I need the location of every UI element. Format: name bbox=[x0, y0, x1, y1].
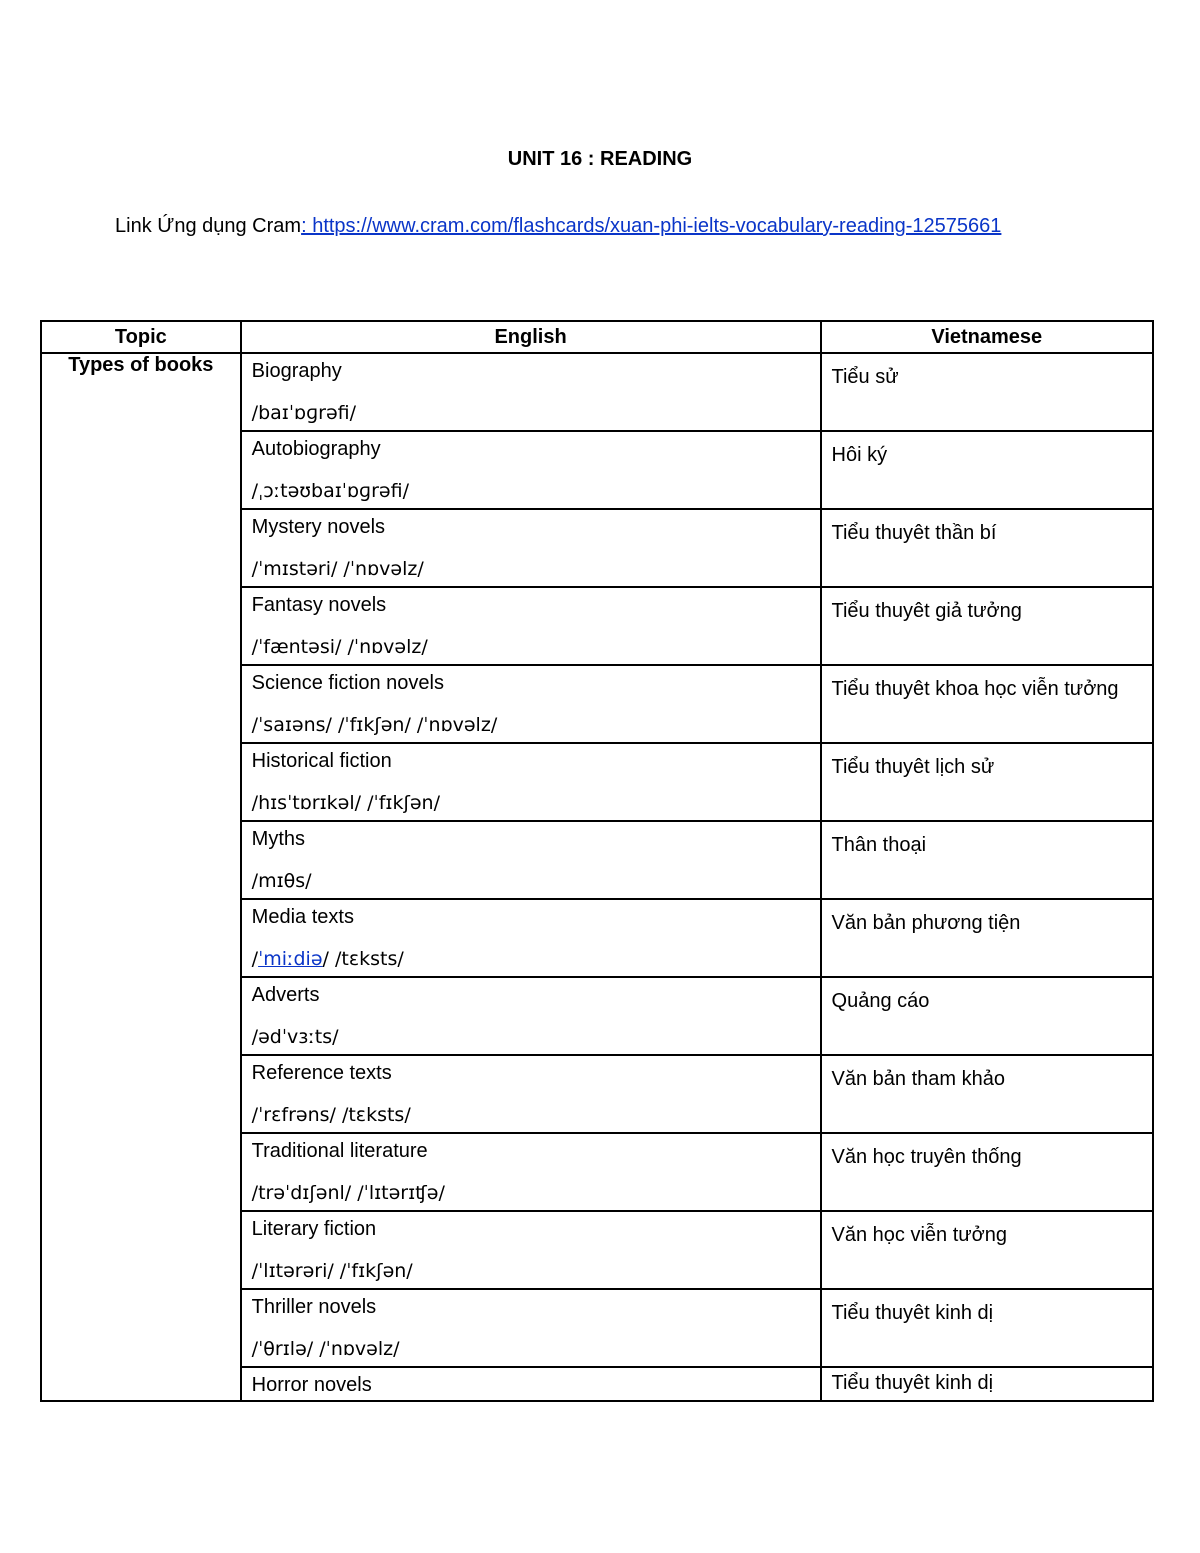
english-word: Reference texts bbox=[251, 1062, 392, 1084]
header-topic: Topic bbox=[41, 321, 241, 353]
table-header-row bbox=[41, 321, 1153, 353]
english-cell bbox=[241, 509, 821, 587]
english-word: Autobiography bbox=[251, 438, 381, 460]
english-cell bbox=[241, 431, 821, 509]
ipa-transcription: /baɪˈɒɡrəfi/ bbox=[251, 402, 357, 424]
english-word: Mystery novels bbox=[251, 516, 386, 538]
vietnamese-cell: Tiểu thuyêt lịch sử bbox=[821, 743, 1153, 821]
ipa-transcription: /ˈrɛfrəns/ /tɛksts/ bbox=[251, 1104, 411, 1126]
vietnamese-cell: Tiểu sử bbox=[821, 353, 1153, 431]
english-word: Traditional literature bbox=[251, 1140, 428, 1162]
vietnamese-cell: Tiểu thuyêt kinh dị bbox=[821, 1289, 1153, 1367]
vietnamese-cell: Quảng cáo bbox=[821, 977, 1153, 1055]
english-word: Media texts bbox=[251, 906, 354, 928]
vietnamese-cell: Văn học truyên thống bbox=[821, 1133, 1153, 1211]
ipa-transcription: /ˈθrɪlə/ /ˈnɒvəlz/ bbox=[251, 1338, 400, 1360]
ipa-suffix: / /tɛksts/ bbox=[322, 948, 404, 970]
vietnamese-cell: Văn bản phương tiện bbox=[821, 899, 1153, 977]
english-cell bbox=[241, 821, 821, 899]
cram-flashcards-link[interactable]: : https://www.cram.com/flashcards/xuan-phi-ielts-vocabulary-reading-12575661 bbox=[301, 215, 1002, 237]
english-cell bbox=[241, 899, 821, 977]
english-cell bbox=[241, 977, 821, 1055]
ipa-transcription: /hɪsˈtɒrɪkəl/ /ˈfɪkʃən/ bbox=[251, 792, 440, 814]
vietnamese-cell: Tiểu thuyêt thần bí bbox=[821, 509, 1153, 587]
table-row bbox=[41, 353, 1153, 431]
english-word: Myths bbox=[251, 828, 306, 850]
english-cell bbox=[241, 1367, 821, 1401]
english-cell bbox=[241, 1211, 821, 1289]
ipa-transcription: /ˈfæntəsi/ /ˈnɒvəlz/ bbox=[251, 636, 428, 658]
english-cell bbox=[241, 1055, 821, 1133]
english-word: Historical fiction bbox=[251, 750, 392, 772]
english-cell bbox=[241, 1289, 821, 1367]
vietnamese-cell: Văn học viễn tưởng bbox=[821, 1211, 1153, 1289]
english-cell bbox=[241, 353, 821, 431]
ipa-transcription: /ˈlɪtərəri/ /ˈfɪkʃən/ bbox=[251, 1260, 413, 1282]
ipa-hyperlink[interactable]: ˈmiːdiə bbox=[258, 948, 323, 970]
english-word: Biography bbox=[251, 360, 342, 382]
vietnamese-cell: Văn bản tham khảo bbox=[821, 1055, 1153, 1133]
english-word: Fantasy novels bbox=[251, 594, 387, 616]
header-vietnamese: Vietnamese bbox=[821, 321, 1153, 353]
english-cell bbox=[241, 665, 821, 743]
ipa-transcription: /ˈmɪstəri/ /ˈnɒvəlz/ bbox=[251, 558, 424, 580]
ipa-transcription: /ədˈvɜːts/ bbox=[251, 1026, 339, 1048]
vocabulary-table bbox=[40, 320, 1154, 1402]
vietnamese-cell: Thân thoại bbox=[821, 821, 1153, 899]
ipa-transcription: /mɪθs/ bbox=[251, 870, 312, 892]
english-word: Adverts bbox=[251, 984, 320, 1006]
link-label: Link Ứng dụng Cram bbox=[115, 215, 302, 237]
english-cell bbox=[241, 587, 821, 665]
english-word: Science fiction novels bbox=[251, 672, 444, 694]
english-word: Thriller novels bbox=[251, 1296, 377, 1318]
vietnamese-cell: Tiểu thuyêt giả tưởng bbox=[821, 587, 1153, 665]
header-english: English bbox=[241, 321, 821, 353]
english-cell bbox=[241, 1133, 821, 1211]
vietnamese-cell: Hôi ký bbox=[821, 431, 1153, 509]
english-cell bbox=[241, 743, 821, 821]
cram-link-paragraph bbox=[115, 202, 1115, 250]
english-word: Horror novels bbox=[251, 1374, 372, 1396]
vietnamese-cell: Tiểu thuyêt kinh dị bbox=[821, 1367, 1153, 1401]
ipa-transcription: /ˈsaɪəns/ /ˈfɪkʃən/ /ˈnɒvəlz/ bbox=[251, 714, 498, 736]
english-word: Literary fiction bbox=[251, 1218, 377, 1240]
topic-cell: Types of books bbox=[41, 353, 241, 1401]
ipa-transcription: /ˌɔːtəʊbaɪˈɒɡrəfi/ bbox=[251, 480, 409, 502]
page-title: UNIT 16 : READING bbox=[507, 148, 693, 170]
ipa-prefix: / bbox=[251, 948, 259, 970]
ipa-transcription bbox=[252, 932, 810, 974]
ipa-transcription: /trəˈdɪʃənl/ /ˈlɪtərɪʧə/ bbox=[251, 1182, 445, 1204]
vietnamese-cell: Tiểu thuyêt khoa học viễn tưởng bbox=[821, 665, 1153, 743]
